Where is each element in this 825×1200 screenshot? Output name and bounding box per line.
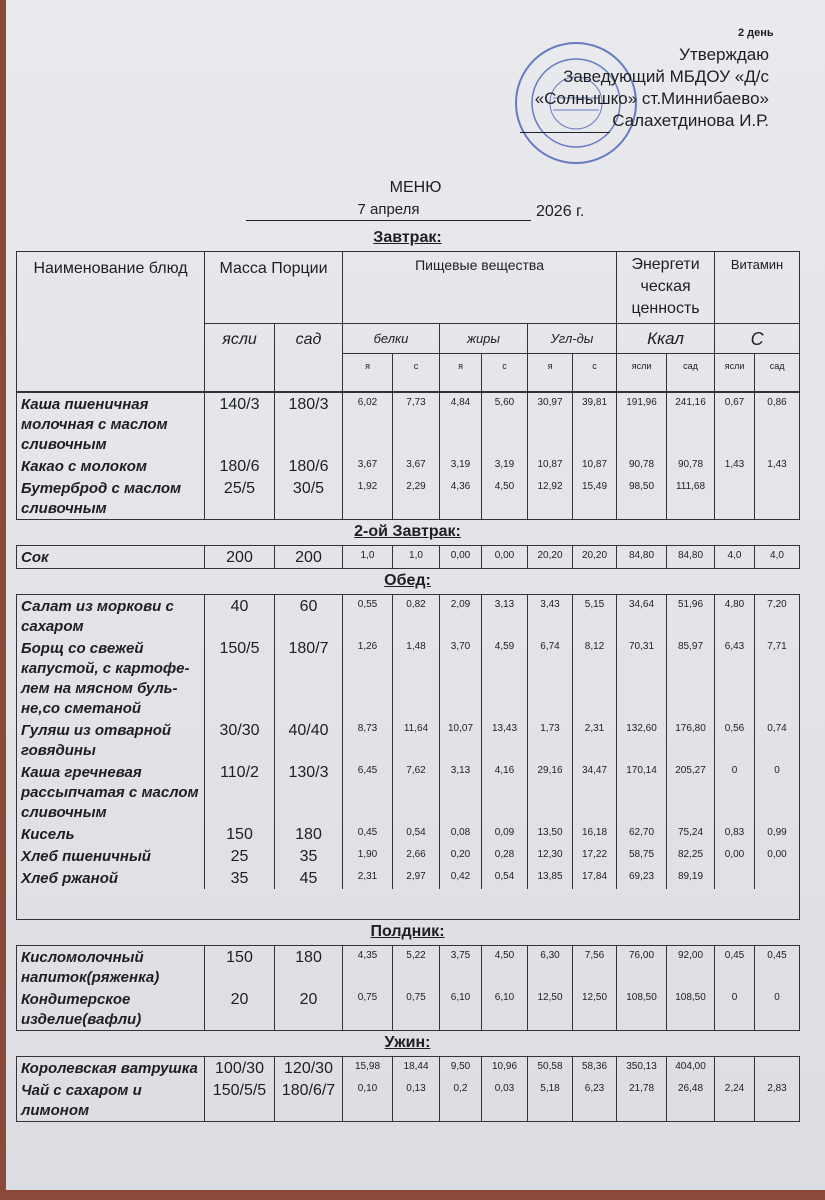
value-cell: 108,50 (617, 988, 667, 1031)
section-title: Ужин: (384, 1034, 431, 1051)
table-row (17, 637, 800, 719)
value-cell: 7,71 (755, 637, 800, 719)
dish-name: Каша пшеничная молочная с маслом сливочным (17, 393, 205, 456)
value-cell: 84,80 (617, 546, 667, 569)
value-cell: 0 (715, 988, 755, 1031)
value-cell: 58,36 (573, 1057, 617, 1080)
value-cell: 2,66 (393, 845, 440, 867)
value-cell: 0,86 (755, 393, 800, 456)
mass-yasli: 140/3 (205, 393, 275, 456)
value-cell: 0 (755, 761, 800, 823)
value-cell: 0,55 (343, 595, 393, 638)
value-cell: 4,36 (440, 477, 482, 520)
mass-sad: 180/6/7 (275, 1079, 343, 1122)
value-cell: 1,90 (343, 845, 393, 867)
value-cell: 12,50 (573, 988, 617, 1031)
value-cell: 2,97 (393, 867, 440, 889)
col-kcal: Ккал (617, 324, 715, 354)
value-cell: 4,16 (482, 761, 528, 823)
value-cell: 0,20 (440, 845, 482, 867)
value-cell: 1,73 (528, 719, 573, 761)
dish-name: Бутерброд с маслом сливочным (17, 477, 205, 520)
subcol-s: с (482, 354, 528, 392)
mass-sad: 180 (275, 823, 343, 845)
value-cell (715, 477, 755, 520)
position-label: Заведующий МБДОУ «Д/с (563, 67, 769, 86)
section-title: 2-ой Завтрак: (354, 523, 461, 540)
value-cell: 3,67 (343, 455, 393, 477)
value-cell: 26,48 (667, 1079, 715, 1122)
value-cell: 98,50 (617, 477, 667, 520)
value-cell: 0,00 (755, 845, 800, 867)
mass-sad: 45 (275, 867, 343, 889)
page-title: МЕНЮ (389, 179, 442, 196)
value-cell: 0,75 (343, 988, 393, 1031)
col-vitc: С (715, 324, 800, 354)
mass-yasli: 150 (205, 946, 275, 989)
value-cell: 0,54 (482, 867, 528, 889)
value-cell: 17,84 (573, 867, 617, 889)
table-row (17, 1079, 800, 1122)
value-cell: 404,00 (667, 1057, 715, 1080)
section-title: Обед: (384, 572, 431, 589)
dish-name: Хлеб пшеничный (17, 845, 205, 867)
value-cell: 6,74 (528, 637, 573, 719)
section-title: Завтрак: (373, 229, 442, 246)
dish-name: Королевская ватрушка (17, 1057, 205, 1080)
subcol-ya: я (440, 354, 482, 392)
value-cell: 82,25 (667, 845, 715, 867)
dish-name: Хлеб ржаной (17, 867, 205, 889)
value-cell: 1,0 (343, 546, 393, 569)
value-cell: 12,30 (528, 845, 573, 867)
value-cell: 3,75 (440, 946, 482, 989)
value-cell: 0,2 (440, 1079, 482, 1122)
value-cell: 84,80 (667, 546, 715, 569)
value-cell: 76,00 (617, 946, 667, 989)
spacer (17, 889, 800, 920)
mass-sad: 20 (275, 988, 343, 1031)
value-cell: 2,31 (343, 867, 393, 889)
section-table (16, 945, 800, 1031)
value-cell: 3,43 (528, 595, 573, 638)
value-cell: 1,0 (393, 546, 440, 569)
value-cell: 2,09 (440, 595, 482, 638)
value-cell: 4,0 (715, 546, 755, 569)
value-cell: 6,10 (440, 988, 482, 1031)
value-cell: 241,16 (667, 393, 715, 456)
value-cell: 5,18 (528, 1079, 573, 1122)
value-cell: 3,67 (393, 455, 440, 477)
value-cell: 13,85 (528, 867, 573, 889)
section-table (16, 1056, 800, 1122)
approval-block (520, 44, 769, 133)
table-row (17, 719, 800, 761)
value-cell: 0,28 (482, 845, 528, 867)
value-cell: 2,31 (573, 719, 617, 761)
value-cell: 0,10 (343, 1079, 393, 1122)
value-cell: 90,78 (667, 455, 715, 477)
value-cell: 6,30 (528, 946, 573, 989)
table-row (17, 761, 800, 823)
value-cell: 2,29 (393, 477, 440, 520)
mass-sad: 180 (275, 946, 343, 989)
value-cell: 0,99 (755, 823, 800, 845)
value-cell: 0,03 (482, 1079, 528, 1122)
table-row (17, 988, 800, 1031)
value-cell: 350,13 (617, 1057, 667, 1080)
col-vitamin: Витамин (715, 252, 800, 324)
col-yasli: ясли (205, 324, 275, 392)
value-cell: 2,24 (715, 1079, 755, 1122)
signature-line (520, 110, 610, 133)
col-carbs: Угл-ды (528, 324, 617, 354)
table-row (17, 455, 800, 477)
value-cell: 1,43 (755, 455, 800, 477)
subcol-sub_sad: сад (667, 354, 715, 392)
value-cell: 7,20 (755, 595, 800, 638)
value-cell: 4,84 (440, 393, 482, 456)
value-cell: 1,26 (343, 637, 393, 719)
mass-sad: 180/6 (275, 455, 343, 477)
value-cell (755, 867, 800, 889)
value-cell: 10,87 (528, 455, 573, 477)
value-cell: 0,45 (755, 946, 800, 989)
value-cell (755, 1057, 800, 1080)
dish-name: Каша гречневая рассыпчатая с маслом сливочным (17, 761, 205, 823)
value-cell: 89,19 (667, 867, 715, 889)
value-cell: 11,64 (393, 719, 440, 761)
mass-yasli: 150/5/5 (205, 1079, 275, 1122)
mass-yasli: 100/30 (205, 1057, 275, 1080)
col-mass: Масса Порции (205, 252, 343, 324)
dish-name: Кисломолочный напиток(ряженка) (17, 946, 205, 989)
value-cell: 6,02 (343, 393, 393, 456)
value-cell: 3,19 (482, 455, 528, 477)
value-cell: 0,08 (440, 823, 482, 845)
menu-year: 2026 г. (536, 203, 585, 220)
subcol-sub_yasli: ясли (617, 354, 667, 392)
value-cell: 18,44 (393, 1057, 440, 1080)
value-cell: 6,23 (573, 1079, 617, 1122)
value-cell: 5,22 (393, 946, 440, 989)
value-cell: 0,82 (393, 595, 440, 638)
value-cell: 0 (715, 761, 755, 823)
section-table (16, 594, 800, 920)
value-cell: 3,19 (440, 455, 482, 477)
menu-tables (16, 226, 799, 1122)
table-row (17, 946, 800, 989)
table-row (17, 823, 800, 845)
value-cell: 4,50 (482, 477, 528, 520)
dish-name: Сок (17, 546, 205, 569)
value-cell: 12,50 (528, 988, 573, 1031)
value-cell: 10,96 (482, 1057, 528, 1080)
mass-sad: 180/7 (275, 637, 343, 719)
approve-label: Утверждаю (679, 45, 769, 64)
dish-name: Кисель (17, 823, 205, 845)
value-cell (715, 867, 755, 889)
value-cell: 39,81 (573, 393, 617, 456)
col-name: Наименование блюд (17, 252, 205, 392)
value-cell: 170,14 (617, 761, 667, 823)
value-cell: 0,00 (440, 546, 482, 569)
value-cell: 6,43 (715, 637, 755, 719)
mass-yasli: 25 (205, 845, 275, 867)
value-cell: 5,60 (482, 393, 528, 456)
value-cell: 111,68 (667, 477, 715, 520)
dish-name: Гуляш из отварной говядины (17, 719, 205, 761)
table-row (17, 1057, 800, 1080)
mass-yasli: 150/5 (205, 637, 275, 719)
mass-sad: 180/3 (275, 393, 343, 456)
table-row (17, 546, 800, 569)
value-cell: 6,45 (343, 761, 393, 823)
value-cell: 176,80 (667, 719, 715, 761)
value-cell: 4,35 (343, 946, 393, 989)
mass-yasli: 180/6 (205, 455, 275, 477)
mass-sad: 60 (275, 595, 343, 638)
mass-sad: 200 (275, 546, 343, 569)
value-cell: 0,83 (715, 823, 755, 845)
value-cell: 0,74 (755, 719, 800, 761)
dish-name: Борщ со свежей капустой, с картофе-лем на мясном буль-не,со сметаной (17, 637, 205, 719)
value-cell: 0,45 (715, 946, 755, 989)
section-table (16, 392, 800, 520)
table-row (17, 477, 800, 520)
dish-name: Салат из моркови с сахаром (17, 595, 205, 638)
value-cell (755, 477, 800, 520)
value-cell: 62,70 (617, 823, 667, 845)
table-row (17, 393, 800, 456)
value-cell: 0,09 (482, 823, 528, 845)
section-table (16, 545, 800, 569)
value-cell: 4,50 (482, 946, 528, 989)
value-cell: 6,10 (482, 988, 528, 1031)
value-cell: 4,80 (715, 595, 755, 638)
value-cell: 3,13 (440, 761, 482, 823)
dish-name: Чай с сахаром и лимоном (17, 1079, 205, 1122)
value-cell: 30,97 (528, 393, 573, 456)
value-cell: 50,58 (528, 1057, 573, 1080)
mass-yasli: 150 (205, 823, 275, 845)
value-cell: 16,18 (573, 823, 617, 845)
mass-yasli: 200 (205, 546, 275, 569)
section-title: Полдник: (370, 923, 445, 940)
table-row (17, 867, 800, 889)
value-cell: 17,22 (573, 845, 617, 867)
mass-yasli: 20 (205, 988, 275, 1031)
value-cell: 90,78 (617, 455, 667, 477)
day-label: 2 день (738, 27, 774, 39)
table-row (17, 595, 800, 638)
value-cell: 8,73 (343, 719, 393, 761)
dish-name: Какао с молоком (17, 455, 205, 477)
value-cell: 7,73 (393, 393, 440, 456)
subcol-s: с (393, 354, 440, 392)
value-cell: 20,20 (528, 546, 573, 569)
value-cell: 21,78 (617, 1079, 667, 1122)
subcol-s: с (573, 354, 617, 392)
col-nutrients: Пищевые вещества (343, 252, 617, 324)
value-cell: 3,70 (440, 637, 482, 719)
value-cell: 4,59 (482, 637, 528, 719)
value-cell: 12,92 (528, 477, 573, 520)
dish-name: Кондитерское изделие(вафли) (17, 988, 205, 1031)
mass-yasli: 40 (205, 595, 275, 638)
table-row (17, 845, 800, 867)
mass-sad: 40/40 (275, 719, 343, 761)
value-cell: 7,62 (393, 761, 440, 823)
mass-yasli: 110/2 (205, 761, 275, 823)
col-energy: Энергети ческая ценность (617, 252, 715, 324)
value-cell: 85,97 (667, 637, 715, 719)
mass-sad: 30/5 (275, 477, 343, 520)
mass-yasli: 25/5 (205, 477, 275, 520)
value-cell: 1,43 (715, 455, 755, 477)
col-sad: сад (275, 324, 343, 392)
menu-date: 7 апреля (246, 200, 531, 221)
value-cell: 10,87 (573, 455, 617, 477)
col-proteins: белки (343, 324, 440, 354)
value-cell: 34,64 (617, 595, 667, 638)
signer-name: Салахетдинова И.Р. (612, 111, 769, 130)
value-cell: 0,67 (715, 393, 755, 456)
value-cell: 3,13 (482, 595, 528, 638)
value-cell: 51,96 (667, 595, 715, 638)
value-cell: 0,42 (440, 867, 482, 889)
value-cell: 0,00 (482, 546, 528, 569)
subcol-sub_yasli: ясли (715, 354, 755, 392)
value-cell: 1,92 (343, 477, 393, 520)
value-cell: 10,07 (440, 719, 482, 761)
value-cell: 13,43 (482, 719, 528, 761)
mass-sad: 35 (275, 845, 343, 867)
value-cell: 1,48 (393, 637, 440, 719)
value-cell: 0 (755, 988, 800, 1031)
value-cell: 15,49 (573, 477, 617, 520)
value-cell: 0,13 (393, 1079, 440, 1122)
mass-sad: 120/30 (275, 1057, 343, 1080)
mass-sad: 130/3 (275, 761, 343, 823)
table-header (16, 251, 800, 392)
value-cell: 13,50 (528, 823, 573, 845)
value-cell: 0,45 (343, 823, 393, 845)
value-cell: 132,60 (617, 719, 667, 761)
value-cell (715, 1057, 755, 1080)
value-cell: 2,83 (755, 1079, 800, 1122)
value-cell: 108,50 (667, 988, 715, 1031)
value-cell: 191,96 (617, 393, 667, 456)
value-cell: 5,15 (573, 595, 617, 638)
value-cell: 70,31 (617, 637, 667, 719)
value-cell: 20,20 (573, 546, 617, 569)
value-cell: 0,75 (393, 988, 440, 1031)
value-cell: 29,16 (528, 761, 573, 823)
value-cell: 205,27 (667, 761, 715, 823)
value-cell: 15,98 (343, 1057, 393, 1080)
value-cell: 7,56 (573, 946, 617, 989)
mass-yasli: 30/30 (205, 719, 275, 761)
value-cell: 8,12 (573, 637, 617, 719)
subcol-sub_sad: сад (755, 354, 800, 392)
value-cell: 0,00 (715, 845, 755, 867)
value-cell: 34,47 (573, 761, 617, 823)
org-label: «Солнышко» ст.Миннибаево» (534, 89, 769, 108)
value-cell: 69,23 (617, 867, 667, 889)
value-cell: 92,00 (667, 946, 715, 989)
value-cell: 75,24 (667, 823, 715, 845)
subcol-ya: я (343, 354, 393, 392)
value-cell: 9,50 (440, 1057, 482, 1080)
value-cell: 58,75 (617, 845, 667, 867)
value-cell: 0,56 (715, 719, 755, 761)
mass-yasli: 35 (205, 867, 275, 889)
value-cell: 4,0 (755, 546, 800, 569)
subcol-ya: я (528, 354, 573, 392)
menu-document (6, 0, 825, 1190)
col-fats: жиры (440, 324, 528, 354)
value-cell: 0,54 (393, 823, 440, 845)
